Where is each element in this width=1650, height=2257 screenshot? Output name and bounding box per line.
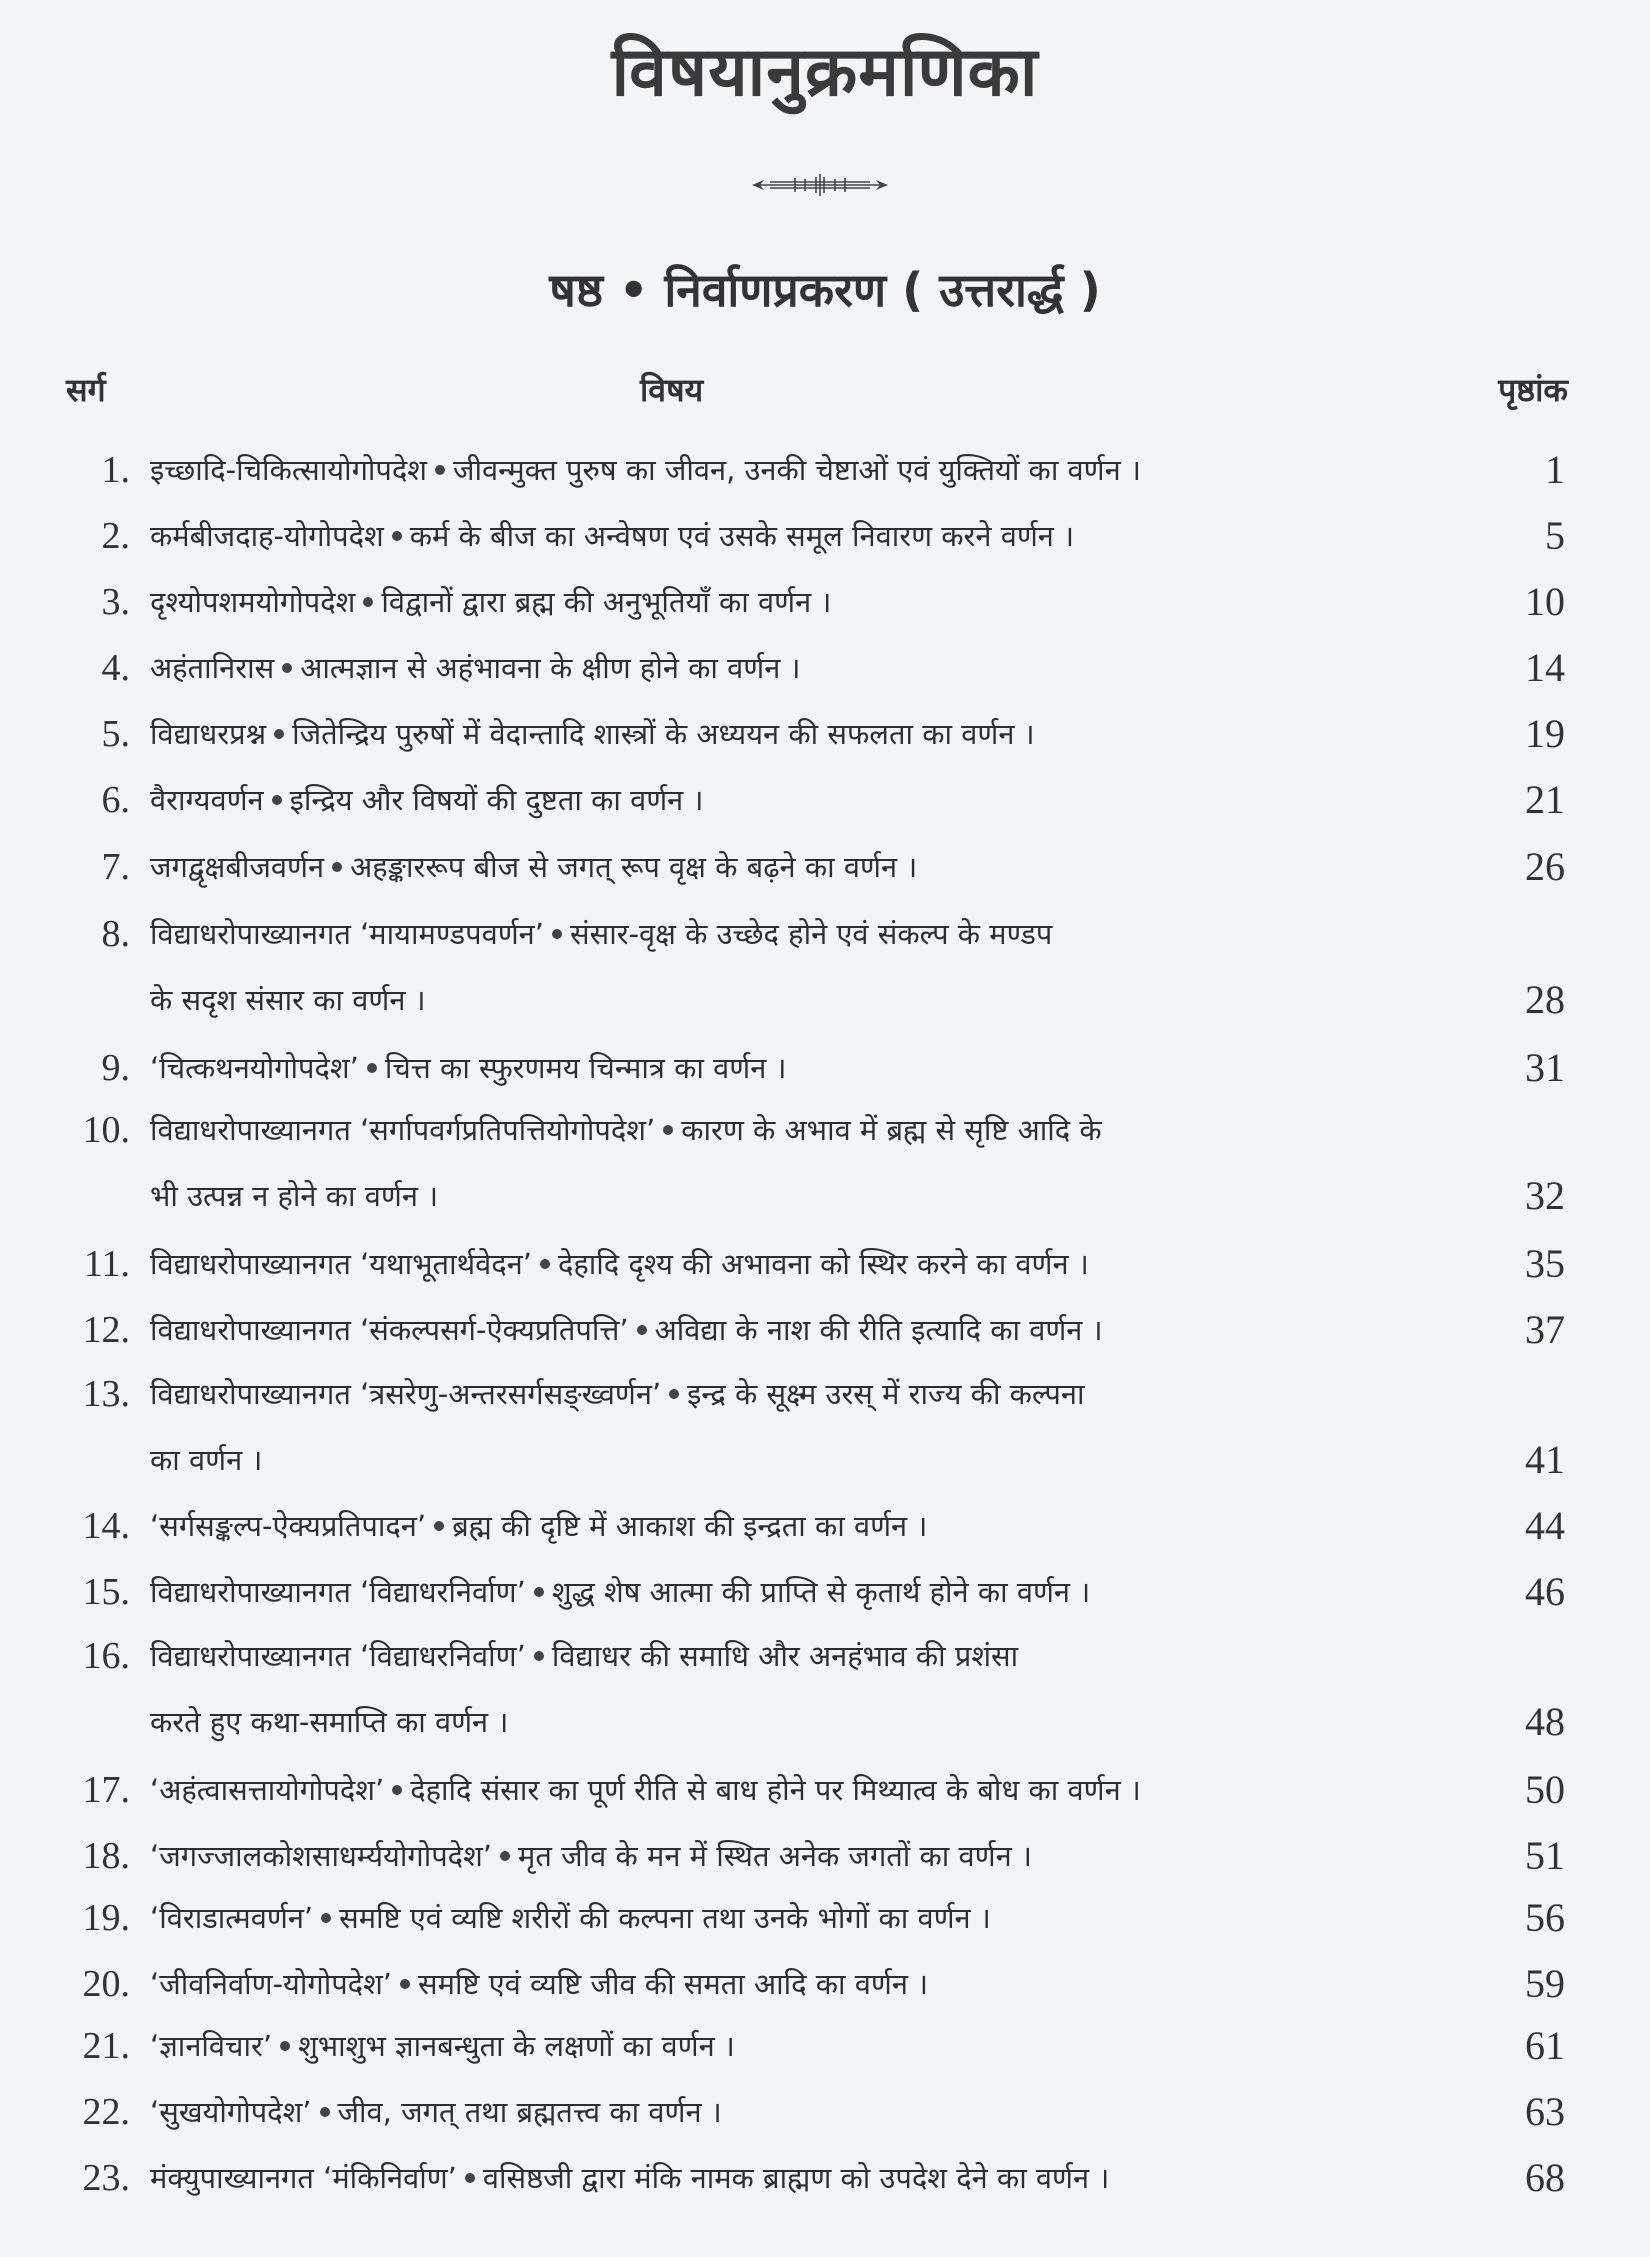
entry-title: विद्याधरोपाख्यानगत ‘संकल्पसर्ग-ऐक्यप्रतिपत्ति’ — [150, 1313, 629, 1347]
entry-page-number: 44 — [1525, 1503, 1565, 1548]
entry-number: 1. — [101, 449, 130, 491]
section-heading: षष्ठ • निर्वाणप्रकरण ( उत्तरार्द्ध ) — [549, 263, 1101, 317]
bullet-dot-icon — [363, 597, 373, 607]
entry-page-number: 31 — [1525, 1045, 1565, 1090]
entry-description: समष्टि एवं व्यष्टि शरीरों की कल्पना तथा उनके भोगों का वर्णन । — [339, 1901, 991, 1935]
bullet-dot-icon — [320, 2107, 330, 2117]
entry-description: संसार-वृक्ष के उच्छेद होने एवं संकल्प के मण्डप — [569, 917, 1053, 951]
entry-title: ‘चित्कथनयोगोपदेश’ — [150, 1051, 359, 1085]
entry-number: 22. — [82, 2091, 130, 2133]
entry-text — [150, 845, 1450, 889]
page-title: विषयानुक्रमणिका — [611, 33, 1039, 112]
entry-text — [150, 1308, 1450, 1352]
entry-description: इन्द्रिय और विषयों की दुष्टता का वर्णन । — [289, 783, 704, 817]
entry-number: 3. — [101, 581, 130, 623]
entry-description: अहङ्काररूप बीज से जगत् रूप वृक्ष के बढ़ने का वर्णन । — [350, 850, 918, 884]
entry-text — [150, 646, 1450, 690]
entry-description: शुद्ध शेष आत्मा की प्राप्ति से कृतार्थ होने का वर्णन । — [551, 1575, 1091, 1609]
entry-text — [150, 2156, 1450, 2200]
entry-page-number: 51 — [1525, 1833, 1565, 1878]
entry-number: 6. — [101, 779, 130, 821]
entry-text — [150, 1372, 1450, 1482]
entry-number: 16. — [82, 1635, 130, 1677]
entry-title: विद्याधरोपाख्यानगत ‘मायामण्डपवर्णन’ — [150, 917, 544, 951]
entry-description: कर्म के बीज का अन्वेषण एवं उसके समूल निवारण करने वर्णन । — [409, 519, 1075, 553]
entry-number: 17. — [82, 1769, 130, 1811]
entry-title: ‘विराडात्मवर्णन’ — [150, 1901, 314, 1935]
bullet-dot-icon — [435, 465, 445, 475]
entry-description: देहादि दृश्य की अभावना को स्थिर करने का वर्णन । — [557, 1247, 1089, 1281]
entry-number: 2. — [101, 515, 130, 557]
entry-number: 15. — [82, 1571, 130, 1613]
entry-page-number: 26 — [1525, 844, 1565, 889]
bullet-dot-icon — [534, 1651, 544, 1661]
entry-number: 14. — [82, 1505, 130, 1547]
entry-description-continued: का वर्णन । — [150, 1443, 263, 1477]
entry-title: कर्मबीजदाह-योगोपदेश — [150, 519, 384, 553]
entry-number: 8. — [101, 913, 130, 955]
entry-title: विद्याधरोपाख्यानगत ‘यथाभूतार्थवेदन’ — [150, 1247, 532, 1281]
entry-number: 18. — [82, 1835, 130, 1877]
entry-description: कारण के अभाव में ब्रह्म से सृष्टि आदि के — [681, 1113, 1102, 1147]
entry-title: इच्छादि-चिकित्सायोगोपदेश — [150, 453, 428, 487]
entry-text — [150, 448, 1450, 492]
entry-title: ‘सर्गसङ्कल्प-ऐक्यप्रतिपादन’ — [150, 1509, 427, 1543]
column-header-sarg: सर्ग — [66, 371, 106, 409]
entry-description: विद्याधर की समाधि और अनहंभाव की प्रशंसा — [551, 1639, 1019, 1673]
entry-page-number: 32 — [1525, 1173, 1565, 1218]
entry-description: ब्रह्म की दृष्टि में आकाश की इन्द्रता का वर्णन । — [452, 1509, 928, 1543]
entry-text — [150, 1108, 1450, 1218]
entry-page-number: 63 — [1525, 2089, 1565, 2134]
entry-description-continued: के सदृश संसार का वर्णन । — [150, 983, 426, 1017]
entry-number: 19. — [82, 1897, 130, 1939]
entry-title: जगद्वृक्षबीजवर्णन — [150, 850, 325, 884]
entry-page-number: 5 — [1545, 513, 1565, 558]
entry-text — [150, 778, 1450, 822]
entry-title: विद्याधरोपाख्यानगत ‘त्रसरेणु-अन्तरसर्गसङ्ख्वर्णन’ — [150, 1377, 662, 1411]
bullet-dot-icon — [272, 795, 282, 805]
entry-text — [150, 1768, 1450, 1812]
entry-text — [150, 1046, 1450, 1090]
entry-description: मृत जीव के मन में स्थित अनेक जगतों का वर्णन । — [518, 1839, 1032, 1873]
entry-description: इन्द्र के सूक्ष्म उरस् में राज्य की कल्पना — [687, 1377, 1085, 1411]
entry-number: 11. — [83, 1243, 130, 1285]
entry-description-continued: करते हुए कथा-समाप्ति का वर्णन । — [150, 1705, 509, 1739]
column-header-vishay: विषय — [640, 371, 704, 409]
bullet-dot-icon — [669, 1389, 679, 1399]
entry-number: 23. — [82, 2157, 130, 2199]
bullet-dot-icon — [534, 1587, 544, 1597]
entry-description: जीव, जगत् तथा ब्रह्मतत्त्व का वर्णन । — [337, 2095, 722, 2129]
column-header-page: पृष्ठांक — [1498, 371, 1568, 409]
entry-title: ‘सुखयोगोपदेश’ — [150, 2095, 312, 2129]
entry-number: 5. — [101, 713, 130, 755]
entry-page-number: 35 — [1525, 1241, 1565, 1286]
entry-title: विद्याधरोपाख्यानगत ‘विद्याधरनिर्वाण’ — [150, 1575, 526, 1609]
entry-page-number: 14 — [1525, 645, 1565, 690]
entry-page-number: 56 — [1525, 1895, 1565, 1940]
entry-title: विद्याधरोपाख्यानगत ‘सर्गापवर्गप्रतिपत्तियोगोपदेश’ — [150, 1113, 656, 1147]
decorative-ornament-icon — [750, 172, 890, 198]
entry-text — [150, 1570, 1450, 1614]
bullet-dot-icon — [280, 2041, 290, 2051]
entry-description: विद्वानों द्वारा ब्रह्म की अनुभूतियाँ का वर्णन । — [381, 585, 832, 619]
bullet-dot-icon — [500, 1851, 510, 1861]
entry-title: ‘जगज्जालकोशसाधर्म्ययोगोपदेश’ — [150, 1839, 493, 1873]
entry-number: 9. — [101, 1047, 130, 1089]
entry-text — [150, 580, 1450, 624]
entry-text — [150, 1962, 1450, 2006]
entry-page-number: 59 — [1525, 1961, 1565, 2006]
entry-page-number: 46 — [1525, 1569, 1565, 1614]
bullet-dot-icon — [282, 663, 292, 673]
entry-page-number: 68 — [1525, 2155, 1565, 2200]
entry-page-number: 37 — [1525, 1307, 1565, 1352]
entry-page-number: 19 — [1525, 711, 1565, 756]
entry-page-number: 10 — [1525, 579, 1565, 624]
entry-description: आत्मज्ञान से अहंभावना के क्षीण होने का वर्णन । — [300, 651, 801, 685]
entry-text — [150, 912, 1450, 1022]
entry-text — [150, 2090, 1450, 2134]
bullet-dot-icon — [332, 862, 342, 872]
entry-number: 7. — [101, 846, 130, 888]
entry-number: 4. — [101, 647, 130, 689]
entry-title: विद्याधरोपाख्यानगत ‘विद्याधरनिर्वाण’ — [150, 1639, 526, 1673]
entry-title: मंक्युपाख्यानगत ‘मंकिनिर्वाण’ — [150, 2161, 457, 2195]
entry-number: 13. — [82, 1373, 130, 1415]
bullet-dot-icon — [274, 729, 284, 739]
entry-description: जितेन्द्रिय पुरुषों में वेदान्तादि शास्त्रों के अध्ययन की सफलता का वर्णन । — [292, 717, 1035, 751]
entry-description: शुभाशुभ ज्ञानबन्धुता के लक्षणों का वर्णन । — [298, 2029, 735, 2063]
entry-title: वैराग्यवर्णन — [150, 783, 264, 817]
bullet-dot-icon — [637, 1325, 647, 1335]
entry-title: ‘जीवनिर्वाण-योगोपदेश’ — [150, 1967, 393, 2001]
entry-description: देहादि संसार का पूर्ण रीति से बाध होने पर मिथ्यात्व के बोध का वर्णन । — [410, 1773, 1141, 1807]
bullet-dot-icon — [367, 1063, 377, 1073]
bullet-dot-icon — [465, 2173, 475, 2183]
entry-text — [150, 2024, 1450, 2068]
entry-text — [150, 514, 1450, 558]
entry-text — [150, 1242, 1450, 1286]
bullet-dot-icon — [552, 929, 562, 939]
bullet-dot-icon — [434, 1521, 444, 1531]
entry-page-number: 48 — [1525, 1699, 1565, 1744]
entry-page-number: 61 — [1525, 2023, 1565, 2068]
entry-description: वसिष्ठजी द्वारा मंकि नामक ब्राह्मण को उपदेश देने का वर्णन । — [482, 2161, 1110, 2195]
entry-description: समष्टि एवं व्यष्टि जीव की समता आदि का वर्णन । — [418, 1967, 929, 2001]
entry-description: चित्त का स्फुरणमय चिन्मात्र का वर्णन । — [384, 1051, 787, 1085]
entry-text — [150, 712, 1450, 756]
entry-title: ‘अहंत्वासत्तायोगोपदेश’ — [150, 1773, 385, 1807]
bullet-dot-icon — [540, 1259, 550, 1269]
entry-page-number: 50 — [1525, 1767, 1565, 1812]
entry-text — [150, 1634, 1450, 1744]
entry-number: 21. — [82, 2025, 130, 2067]
entry-title: ‘ज्ञानविचार’ — [150, 2029, 273, 2063]
bullet-dot-icon — [400, 1979, 410, 1989]
entry-page-number: 41 — [1525, 1437, 1565, 1482]
entry-text — [150, 1896, 1450, 1940]
entry-page-number: 21 — [1525, 777, 1565, 822]
bullet-dot-icon — [392, 531, 402, 541]
entry-title: अहंतानिरास — [150, 651, 275, 685]
entry-description-continued: भी उत्पन्न न होने का वर्णन । — [150, 1179, 439, 1213]
entry-number: 12. — [82, 1309, 130, 1351]
entry-page-number: 1 — [1545, 447, 1565, 492]
entry-description: अविद्या के नाश की रीति इत्यादि का वर्णन । — [654, 1313, 1103, 1347]
bullet-dot-icon — [321, 1913, 331, 1923]
entry-text — [150, 1504, 1450, 1548]
bullet-dot-icon — [392, 1785, 402, 1795]
entry-title: विद्याधरप्रश्न — [150, 717, 267, 751]
entry-page-number: 28 — [1525, 977, 1565, 1022]
bullet-dot-icon — [663, 1125, 673, 1135]
entry-number: 20. — [82, 1963, 130, 2005]
entry-number: 10. — [82, 1109, 130, 1151]
entry-text — [150, 1834, 1450, 1878]
entry-description: जीवन्मुक्त पुरुष का जीवन, उनकी चेष्टाओं एवं युक्तियों का वर्णन । — [453, 453, 1141, 487]
entry-title: दृश्योपशमयोगोपदेश — [150, 585, 356, 619]
